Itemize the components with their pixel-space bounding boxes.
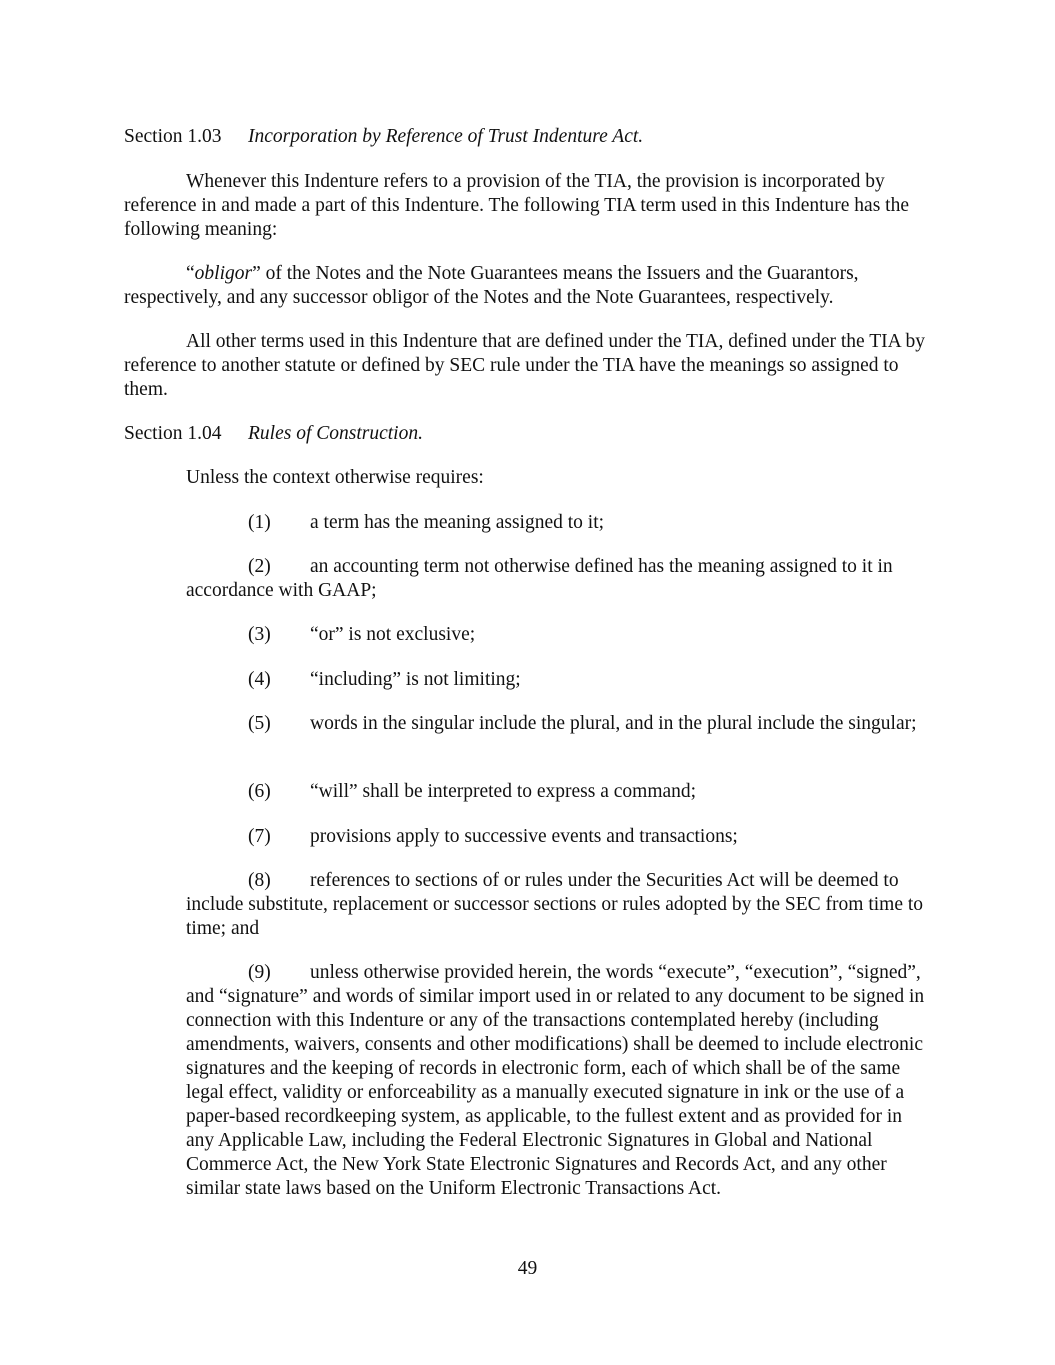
rule-item-text: provisions apply to successive events and transactions; (310, 826, 738, 847)
rule-item-3 (186, 623, 934, 647)
rule-item-number: (7) (248, 826, 271, 847)
rule-item-number: (5) (248, 713, 271, 734)
obligor-open-quote: “ (186, 263, 195, 284)
rule-item-number: (2) (248, 556, 271, 577)
rule-item-number: (3) (248, 624, 271, 645)
rule-item-number: (1) (248, 512, 271, 533)
section-1-04-intro: Unless the context otherwise requires: (186, 467, 484, 488)
rule-item-text: unless otherwise provided herein, the words “execute”, “execution”, “signed”, and “signature” and words of similar import used in or related to any document to be signed in connection with this Indenture or any of the transactions contemplated hereby (including amendments, waivers, consents and other modifications) shall be deemed to include electronic signatures and the keeping of records in electronic form, each of which shall be of the same legal effect, validity or enforceability as a manually executed signature in ink or the use of a paper-based recordkeeping system, as applicable, to the fullest extent and as provided for in any Applicable Law, including the Federal Electronic Signatures in Global and National Commerce Act, the New York State Electronic Signatures and Records Act, and any other similar state laws based on the Uniform Electronic Transactions Act. (186, 962, 925, 1199)
rule-item-text: a term has the meaning assigned to it; (310, 512, 605, 533)
rule-item-9 (186, 961, 934, 1201)
obligor-term: obligor (194, 263, 253, 284)
rule-item-number: (4) (248, 669, 271, 690)
section-1-03-title: Incorporation by Reference of Trust Indenture Act. (248, 126, 644, 147)
section-1-04-label: Section 1.04 (124, 423, 222, 444)
section-1-03-paragraph-1: Whenever this Indenture refers to a provision of the TIA, the provision is incorporated by reference in and made a part of this Indenture. The following TIA term used in this Indenture has the following meaning: (124, 171, 909, 240)
rule-item-6 (186, 780, 934, 804)
rule-item-text: “or” is not exclusive; (310, 624, 476, 645)
section-1-03-heading (124, 125, 643, 149)
rule-item-text: “will” shall be interpreted to express a command; (310, 781, 697, 802)
obligor-definition-text: ” of the Notes and the Note Guarantees means the Issuers and the Guarantors, respectively, and any successor obligor of the Notes and the Note Guarantees, respectively. (124, 263, 859, 308)
section-1-03-paragraph-3: All other terms used in this Indenture that are defined under the TIA, defined under the TIA by reference to another statute or defined by SEC rule under the TIA have the meanings so assigned to them. (124, 331, 925, 400)
rule-item-4 (186, 668, 934, 692)
rule-item-number: (8) (248, 870, 271, 891)
rule-item-text: an accounting term not otherwise defined has the meaning assigned to it in accordance with GAAP; (186, 556, 893, 601)
rule-item-number: (6) (248, 781, 271, 802)
rule-item-2 (186, 555, 934, 603)
rule-item-number: (9) (248, 962, 271, 983)
rule-item-text: words in the singular include the plural, and in the plural include the singular; (310, 713, 917, 734)
section-1-04-heading (124, 422, 423, 446)
rule-item-8 (186, 869, 934, 941)
rule-item-1 (186, 511, 934, 535)
rule-item-7 (186, 825, 934, 849)
rule-item-text: references to sections of or rules under the Securities Act will be deemed to include substitute, replacement or successor sections or rules adopted by the SEC from time to time; and (186, 870, 924, 939)
page-number: 49 (517, 1258, 538, 1279)
section-1-03-label: Section 1.03 (124, 126, 222, 147)
section-1-04-title: Rules of Construction. (248, 423, 423, 444)
obligor-definition-paragraph (124, 262, 934, 310)
rule-item-5 (186, 712, 934, 736)
rule-item-text: “including” is not limiting; (310, 669, 521, 690)
